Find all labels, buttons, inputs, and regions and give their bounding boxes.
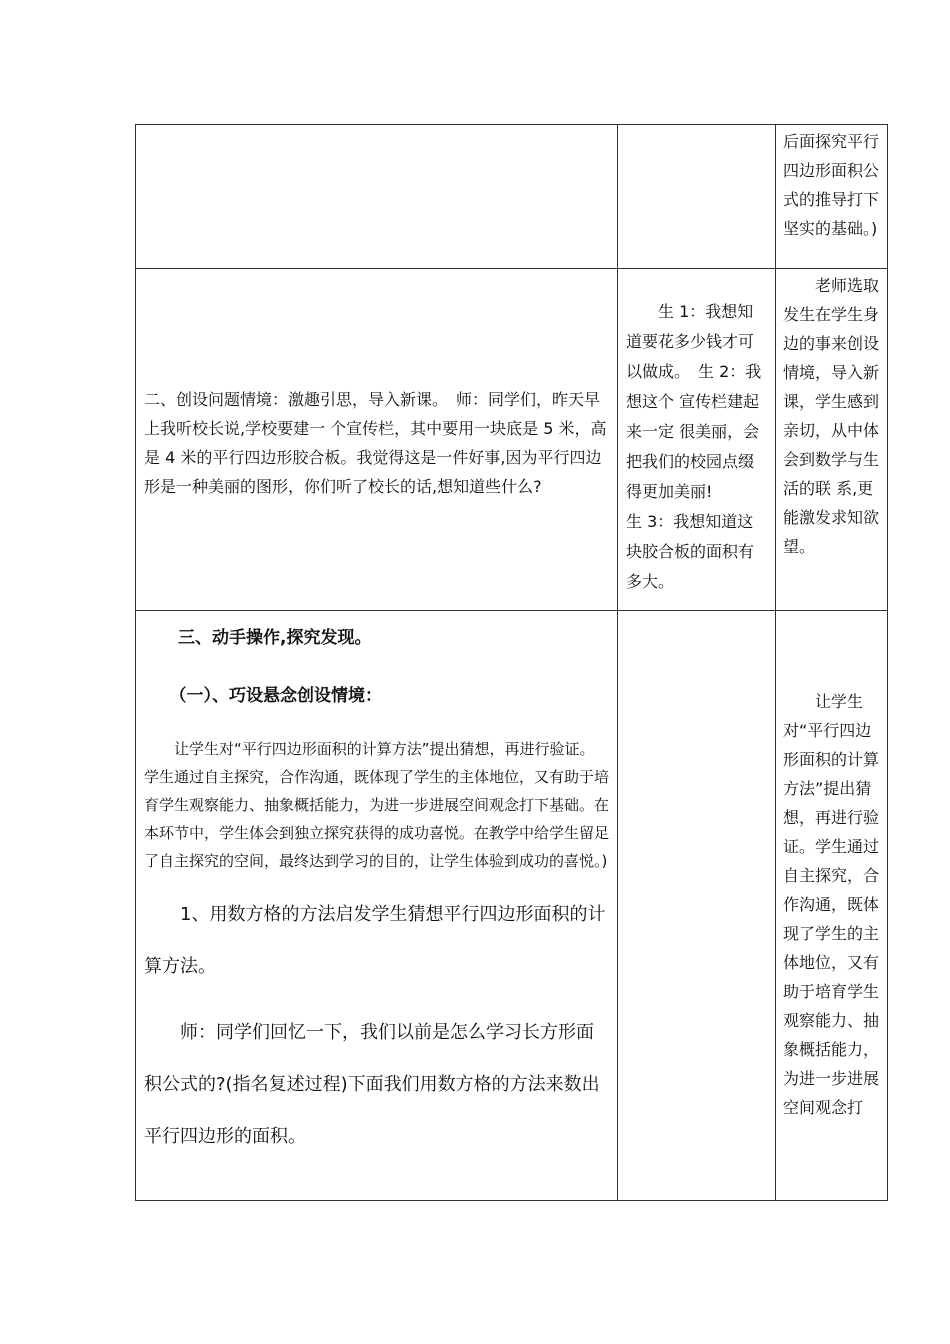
design-intent-text: 后面探究平行四边形面积公式的推导打下坚实的基础。): [783, 132, 880, 238]
teacher-paragraph: 师：同学们回忆一下，我们以前是怎么学习长方形面积公式的?(指名复述过程)下面我们用数方格的方法来数出平行四边形的面积。: [144, 1022, 600, 1147]
teaching-process-cell: [136, 269, 618, 611]
student-answer-1-2: 生 1：我想知道要花多少钱才可以做成。 生 2：我想这个 宣传栏建起来一定 很美丽，会把我们的校园点缀得更加美丽!: [626, 301, 762, 501]
teaching-process-text: 二、创设问题情境：激趣引思，导入新课。 师：同学们，昨天早上我听校长说,学校要建一 个宣传栏，其中要用一块底是 5 米，高是 4 米的平行四边形胶合板。我觉得这是一件好事,因为平行四边形是一种美丽的图形，你们听了校长的话,想知道些什么?: [144, 389, 607, 496]
student-answer-3: 生 3：我想知道这块胶合板的面积有多大。: [626, 511, 755, 591]
design-note-paragraph: 让学生对“平行四边形面积的计算方法”提出猜想，再进行验证。学生通过自主探究，合作沟通，既体现了学生的主体地位，又有助于培育学生观察能力、抽象概括能力，为进一步进展空间观念打下基础。在本环节中，学生体会到独立探究获得的成功喜悦。在教学中给学生留足了自主探究的空间，最终达到学习的目的，让学生体验到成功的喜悦。): [144, 740, 610, 870]
student-activity-cell: [618, 269, 776, 611]
table-row: [136, 611, 888, 1201]
student-activity-text: [618, 279, 775, 601]
lesson-plan-table: [135, 124, 888, 1201]
teaching-process-content: [136, 611, 617, 1167]
step-paragraph: 1、用数方格的方法启发学生猜想平行四边形面积的计算方法。: [144, 904, 606, 977]
student-activity-cell: [618, 125, 776, 269]
design-intent-text: 让学生对“平行四边形面积的计算方法”提出猜想，再进行验证。学生通过自主探究，合作沟通，既体现了学生的主体地位，又有助于培育学生观察能力、抽象概括能力，为进一步进展空间观念打: [783, 692, 880, 1117]
student-activity-cell: [618, 611, 776, 1201]
design-intent-cell: [776, 611, 888, 1201]
teaching-process-cell: [136, 125, 618, 269]
design-intent-text: 老师选取发生在学生身边的事来创设情境，导入新课，学生感到亲切，从中体会到数学与生活的联 系,更能激发求知欲望。: [783, 276, 880, 556]
table-row: [136, 125, 888, 269]
table-row: [136, 269, 888, 611]
subsection-heading: （一）、巧设悬念创设情境：: [169, 686, 382, 706]
teaching-process-cell: [136, 611, 618, 1201]
design-intent-cell: [776, 125, 888, 269]
section-heading: 三、动手操作,探究发现。: [178, 628, 372, 648]
design-intent-cell: [776, 269, 888, 611]
